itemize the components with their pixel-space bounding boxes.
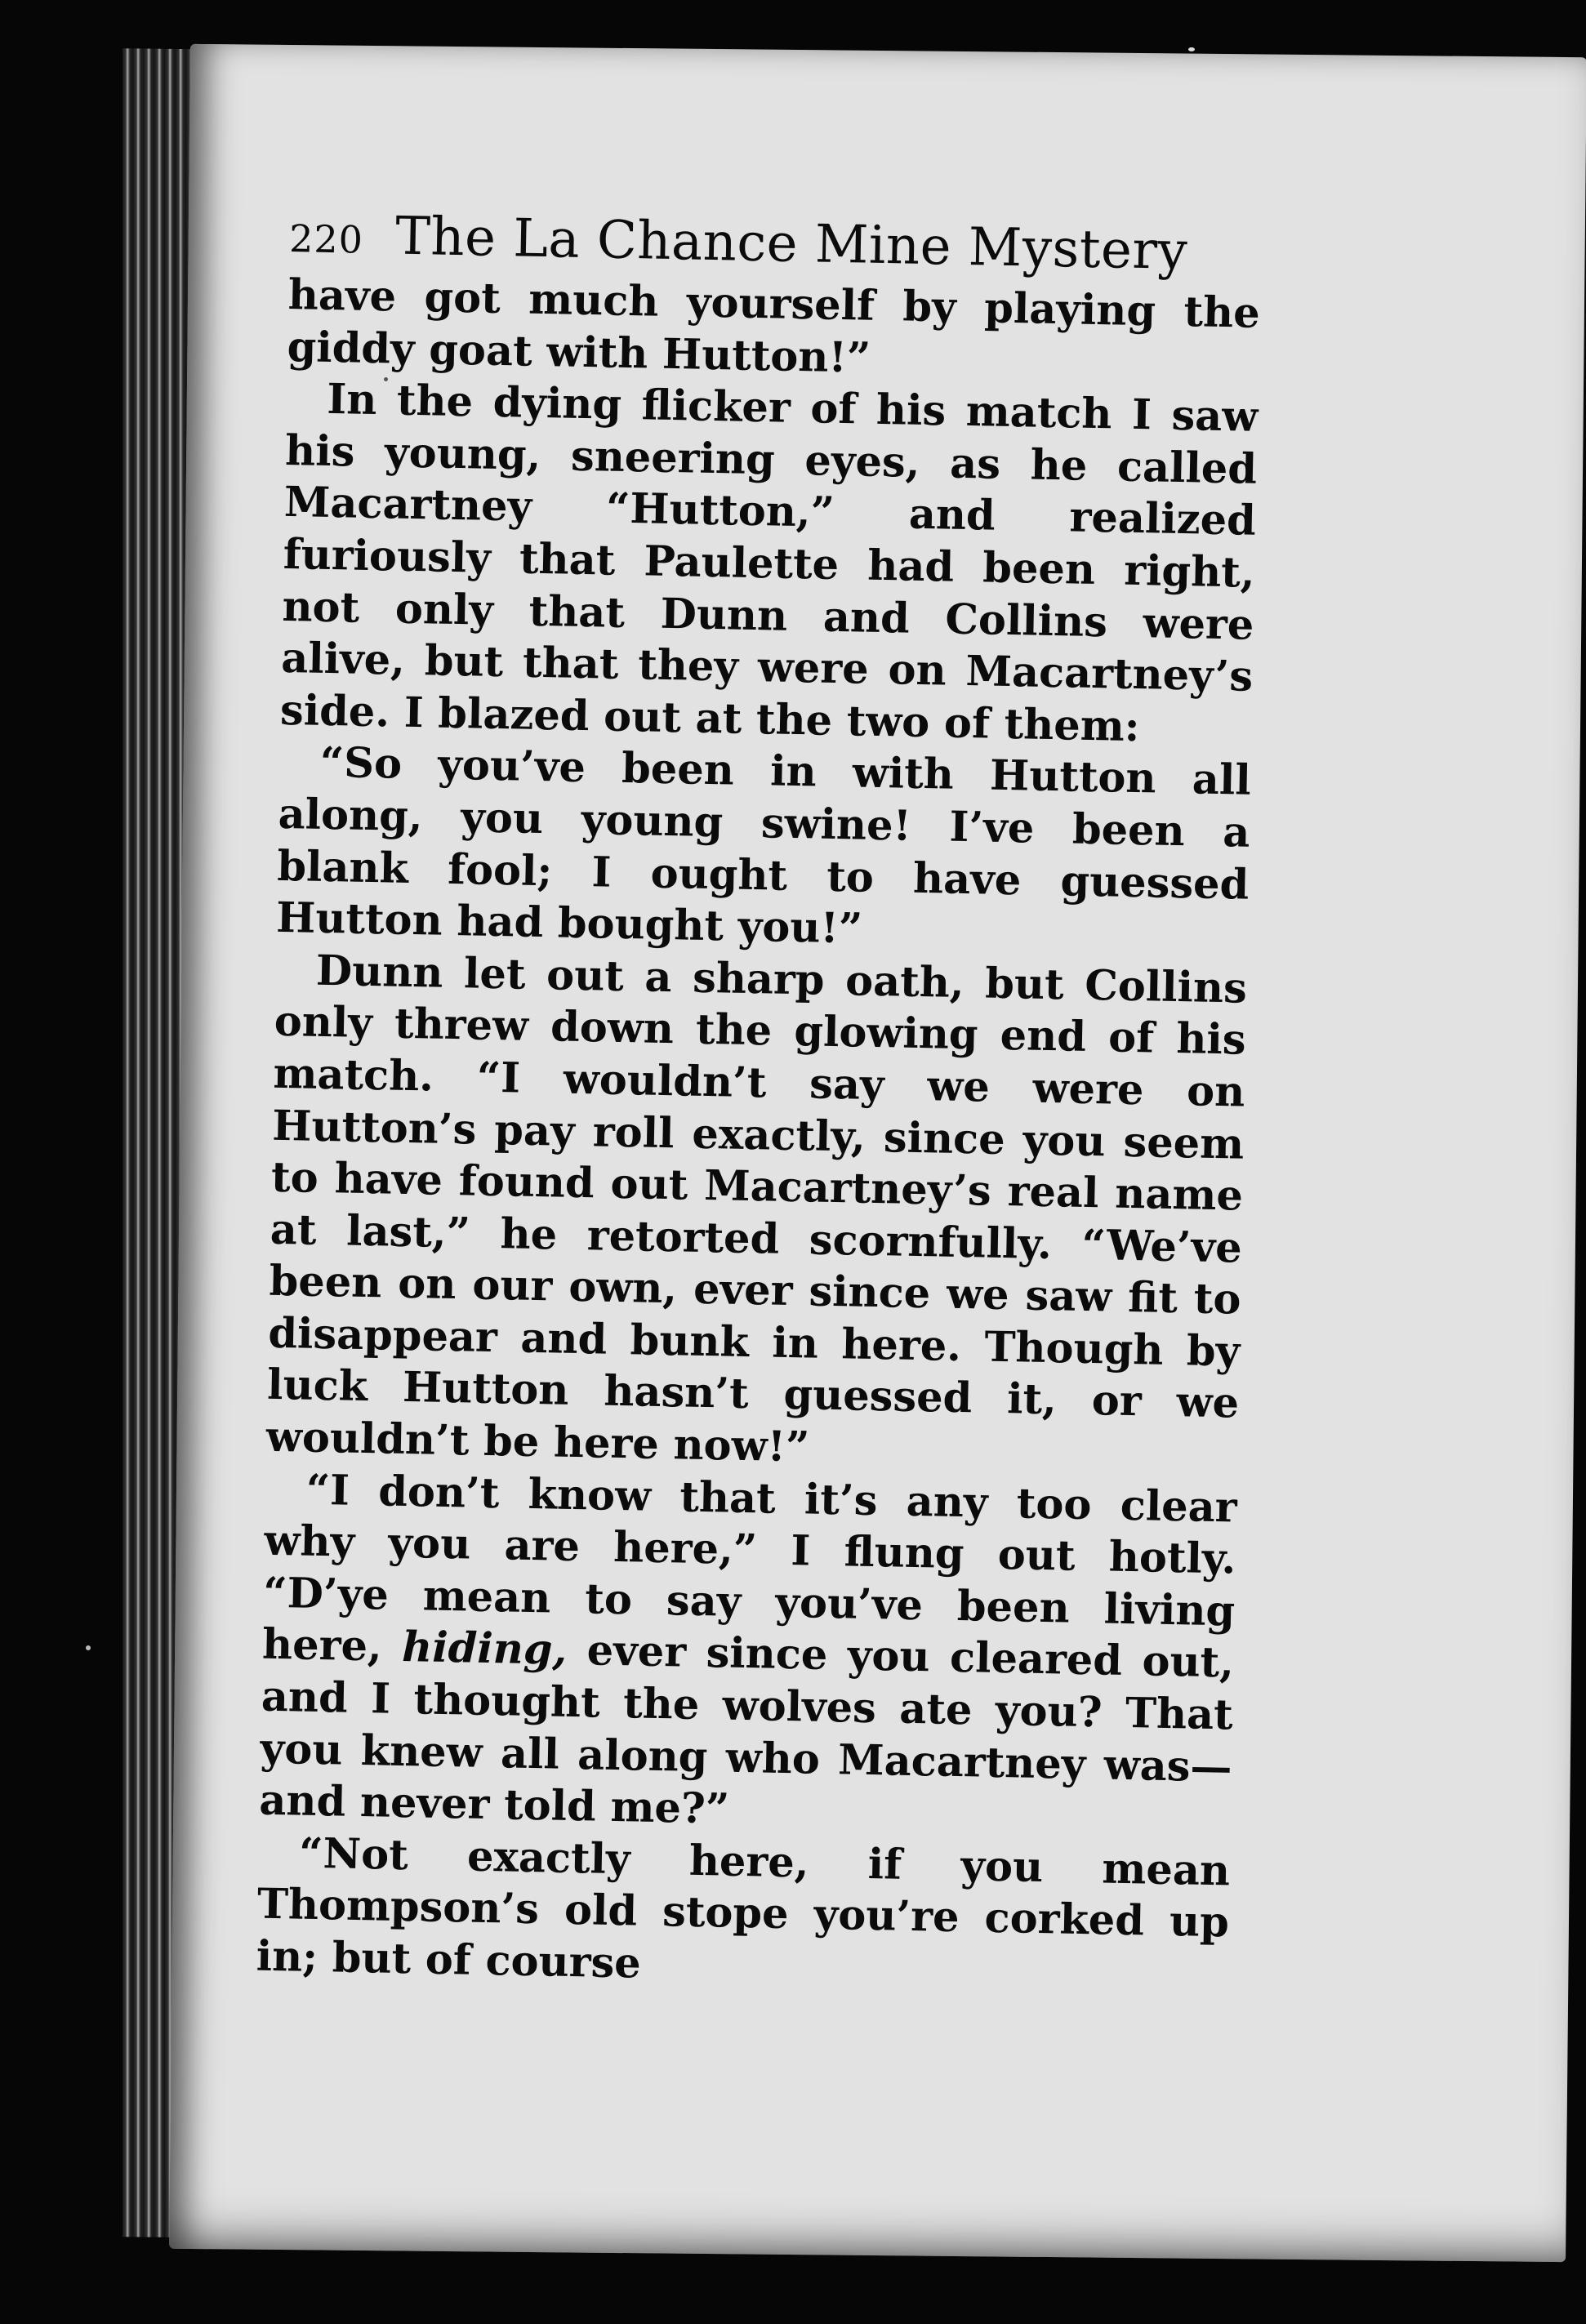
paragraph-text: ever since you cleared out, and I thought the wolves ate you? That you knew all along who Macartney was—and never told me?” (258, 1626, 1235, 1834)
dust-speck (86, 1645, 91, 1650)
paragraph: Dunn let out a sharp oath, but Collins only threw down the glowing end of his match. “I wouldn’t say we were on Hutton’s pay roll exactly, since you seem to have found out Macartney’s real name at last,” he retorted scornfully. “We’ve been on our own, ever since we saw fit to disappear and bunk in here. Though by luck Hutton hasn’t guessed it, or we wouldn’t be here now!” (265, 946, 1248, 1472)
page-number: 220 (288, 216, 364, 262)
dust-speck (1188, 47, 1195, 51)
body-text (256, 269, 1260, 2001)
paragraph: have got much yourself by playing the giddy goat with Hutton!” (287, 269, 1261, 383)
running-title: The La Chance Mine Mystery (394, 206, 1188, 283)
paragraph (259, 1463, 1237, 1845)
paragraph: In the dying flicker of his match I saw his young, sneering eyes, as he called Macartney “Hutton,” and realized furiously that Paulette had been right, not only that Dunn and Collins were alive, but that they were on Macartney’s side. I blazed out at the two of them: (279, 375, 1259, 751)
paragraph: “Not exactly here, if you mean Thompson’s old stope you’re corked up in; but of course (256, 1828, 1231, 1988)
paragraph-text: “I don’t know that it’s any too clear why you are here,” I flung out hotly. “D’ye mean to say you’ve been living here, (261, 1465, 1238, 1672)
emphasized-word: hiding, (401, 1623, 568, 1676)
paragraph: “So you’ve been in with Hutton all along, you young swine! I’ve been a blank fool; I ought to have guessed Hutton had bought you!” (275, 738, 1252, 954)
page-text (256, 204, 1433, 2005)
